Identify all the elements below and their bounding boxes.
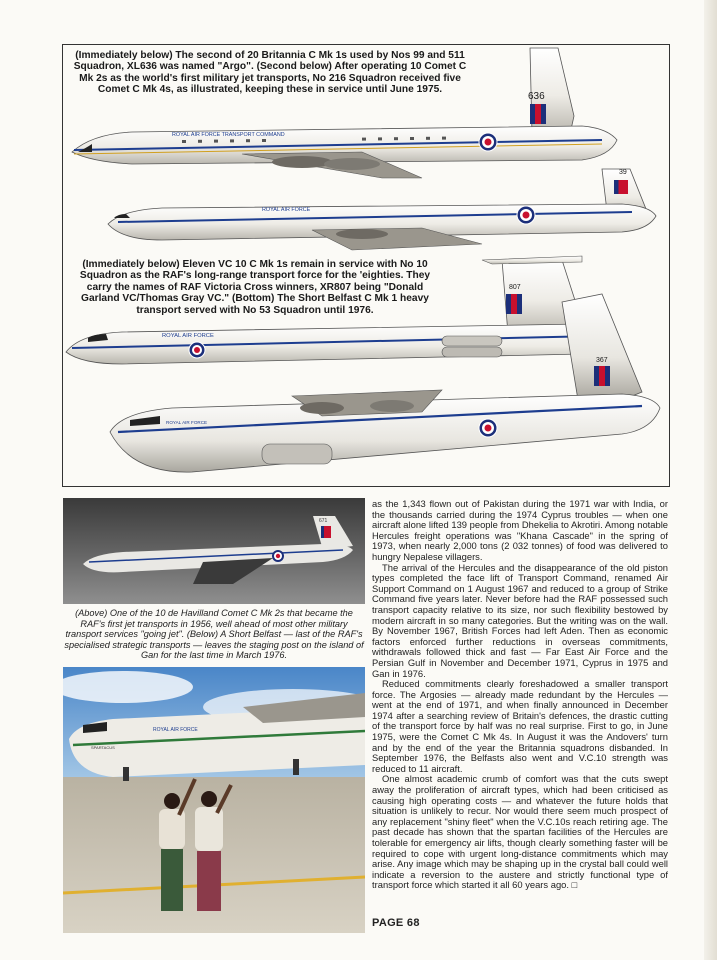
britannia-tail-number: 636: [528, 91, 545, 102]
belfast-tail-number: 367: [596, 357, 608, 364]
photo-comet-tail-number: 671: [319, 518, 328, 524]
body-paragraph: The arrival of the Hercules and the disappearance of the old piston types completed the face lift of Transport Command, renamed Air Support Command on 1 August 1967 and reduced to a group of Strike Command five years later. Never before had the RAF possessed such transport capacity relative to its size, nor such flexibility bestowed by modern aircraft in so many categories. But the writing was on the wall. By November 1967, British Forces had left Aden. Then as economic factors enforced further reductions in overseas commitments, withdrawals followed thick and fast — Far East Air Force and the Persian Gulf in November and December 1971, Cyprus in 1975 and Gan in 1976.: [372, 561, 668, 679]
photo-belfast-name: SPARTACUS: [91, 745, 115, 750]
photo-belfast-gan: [63, 667, 365, 933]
britannia-fuselage-text: ROYAL AIR FORCE TRANSPORT COMMAND: [172, 132, 285, 138]
body-paragraph: as the 1,343 flown out of Pakistan during the 1971 war with India, or the thousands carried during the 1974 Cyprus troubles — when one aircraft alone lifted 139 people from Dhekelia to Akrotiri. Among notable Hercules freight operations was "Khana Cascade" in the spring of 1973, when nearly 2,000 tons (2 032 tonnes) of food was delivered to hungry Nepalese villagers.: [372, 498, 668, 562]
caption-top: (Immediately below) The second of 20 Britannia C Mk 1s used by Nos 99 and 511 Squadron, XL636 was named "Argo". (Second below) After operating 10 Comet C Mk 2s as the world's first military jet transports, No 216 Squadron received five Comet C Mk 4s, as illustrated, keeping these in service until June 1975.: [73, 50, 467, 96]
caption-photos: (Above) One of the 10 de Havilland Comet C Mk 2s that became the RAF's first jet transports in 1956, well ahead of most other military transport services "going jet". (Below) A Short Belfast — last of the RAF's specialised strategic transports — leaves the staging post on the island of Gan for the last time in March 1976.: [64, 608, 364, 661]
photo-belfast-fuselage-text: ROYAL AIR FORCE: [153, 727, 198, 733]
body-paragraph: One almost academic crumb of comfort was that the cuts swept away the proliferation of aircraft types, which had been criticised as causing high operating costs — and whatever the future holds that situation is unlikely to recur. Nor would there seem much prospect of any replacement "shiny fleet" when the V.C.10s reach retiring age. The past decade has shown that the spartan facilities of the Hercules are tolerable for emergency air lifts, though clearly something faster will be required to cope with urgent long-distance commitments which may arise. Any image which may be shaping up in the crystal ball could well indicate a reversion to the austere and strictly functional type of transport force which started it all 60 years ago. □: [372, 773, 668, 891]
comet-aircraft: [108, 169, 656, 250]
vc10-tail-number: 807: [509, 284, 521, 291]
belfast-aircraft: [110, 294, 660, 472]
body-text: [372, 499, 668, 891]
page-edge: [704, 0, 717, 960]
comet-fuselage-text: ROYAL AIR FORCE: [262, 207, 311, 213]
page-number: PAGE 68: [372, 917, 420, 929]
caption-middle: (Immediately below) Eleven VC 10 C Mk 1s remain in service with No 10 Squadron as the RAF's long-range transport force for the 'eighties. They carry the names of RAF Victoria Cross winners, XR807 being "Donald Garland VC/Thomas Gray VC." (Bottom) The Short Belfast C Mk 1 heavy transport served with No 53 Squadron until 1976.: [79, 259, 431, 316]
belfast-fuselage-text: ROYAL AIR FORCE: [166, 420, 208, 425]
vc10-fuselage-text: ROYAL AIR FORCE: [162, 333, 214, 339]
body-paragraph: Reduced commitments clearly foreshadowed a smaller transport force. The Argosies — already made redundant by the Hercules — went at the end of 1971, and when finally announced in December 1974 after a searching review of Britain's defences, the drastic cutting of the transport force by half was no real surprise. First to go, in June 1975, were the Comet C Mk 4s. In August it was the Andovers' turn and by the end of the year the Britannia squadrons disbanded. In September 1976, the Belfasts also went and V.C.10 strength was reduced to 11 aircraft.: [372, 678, 668, 774]
photo-comet: [63, 498, 365, 604]
comet-tail-number: 39: [619, 169, 627, 176]
